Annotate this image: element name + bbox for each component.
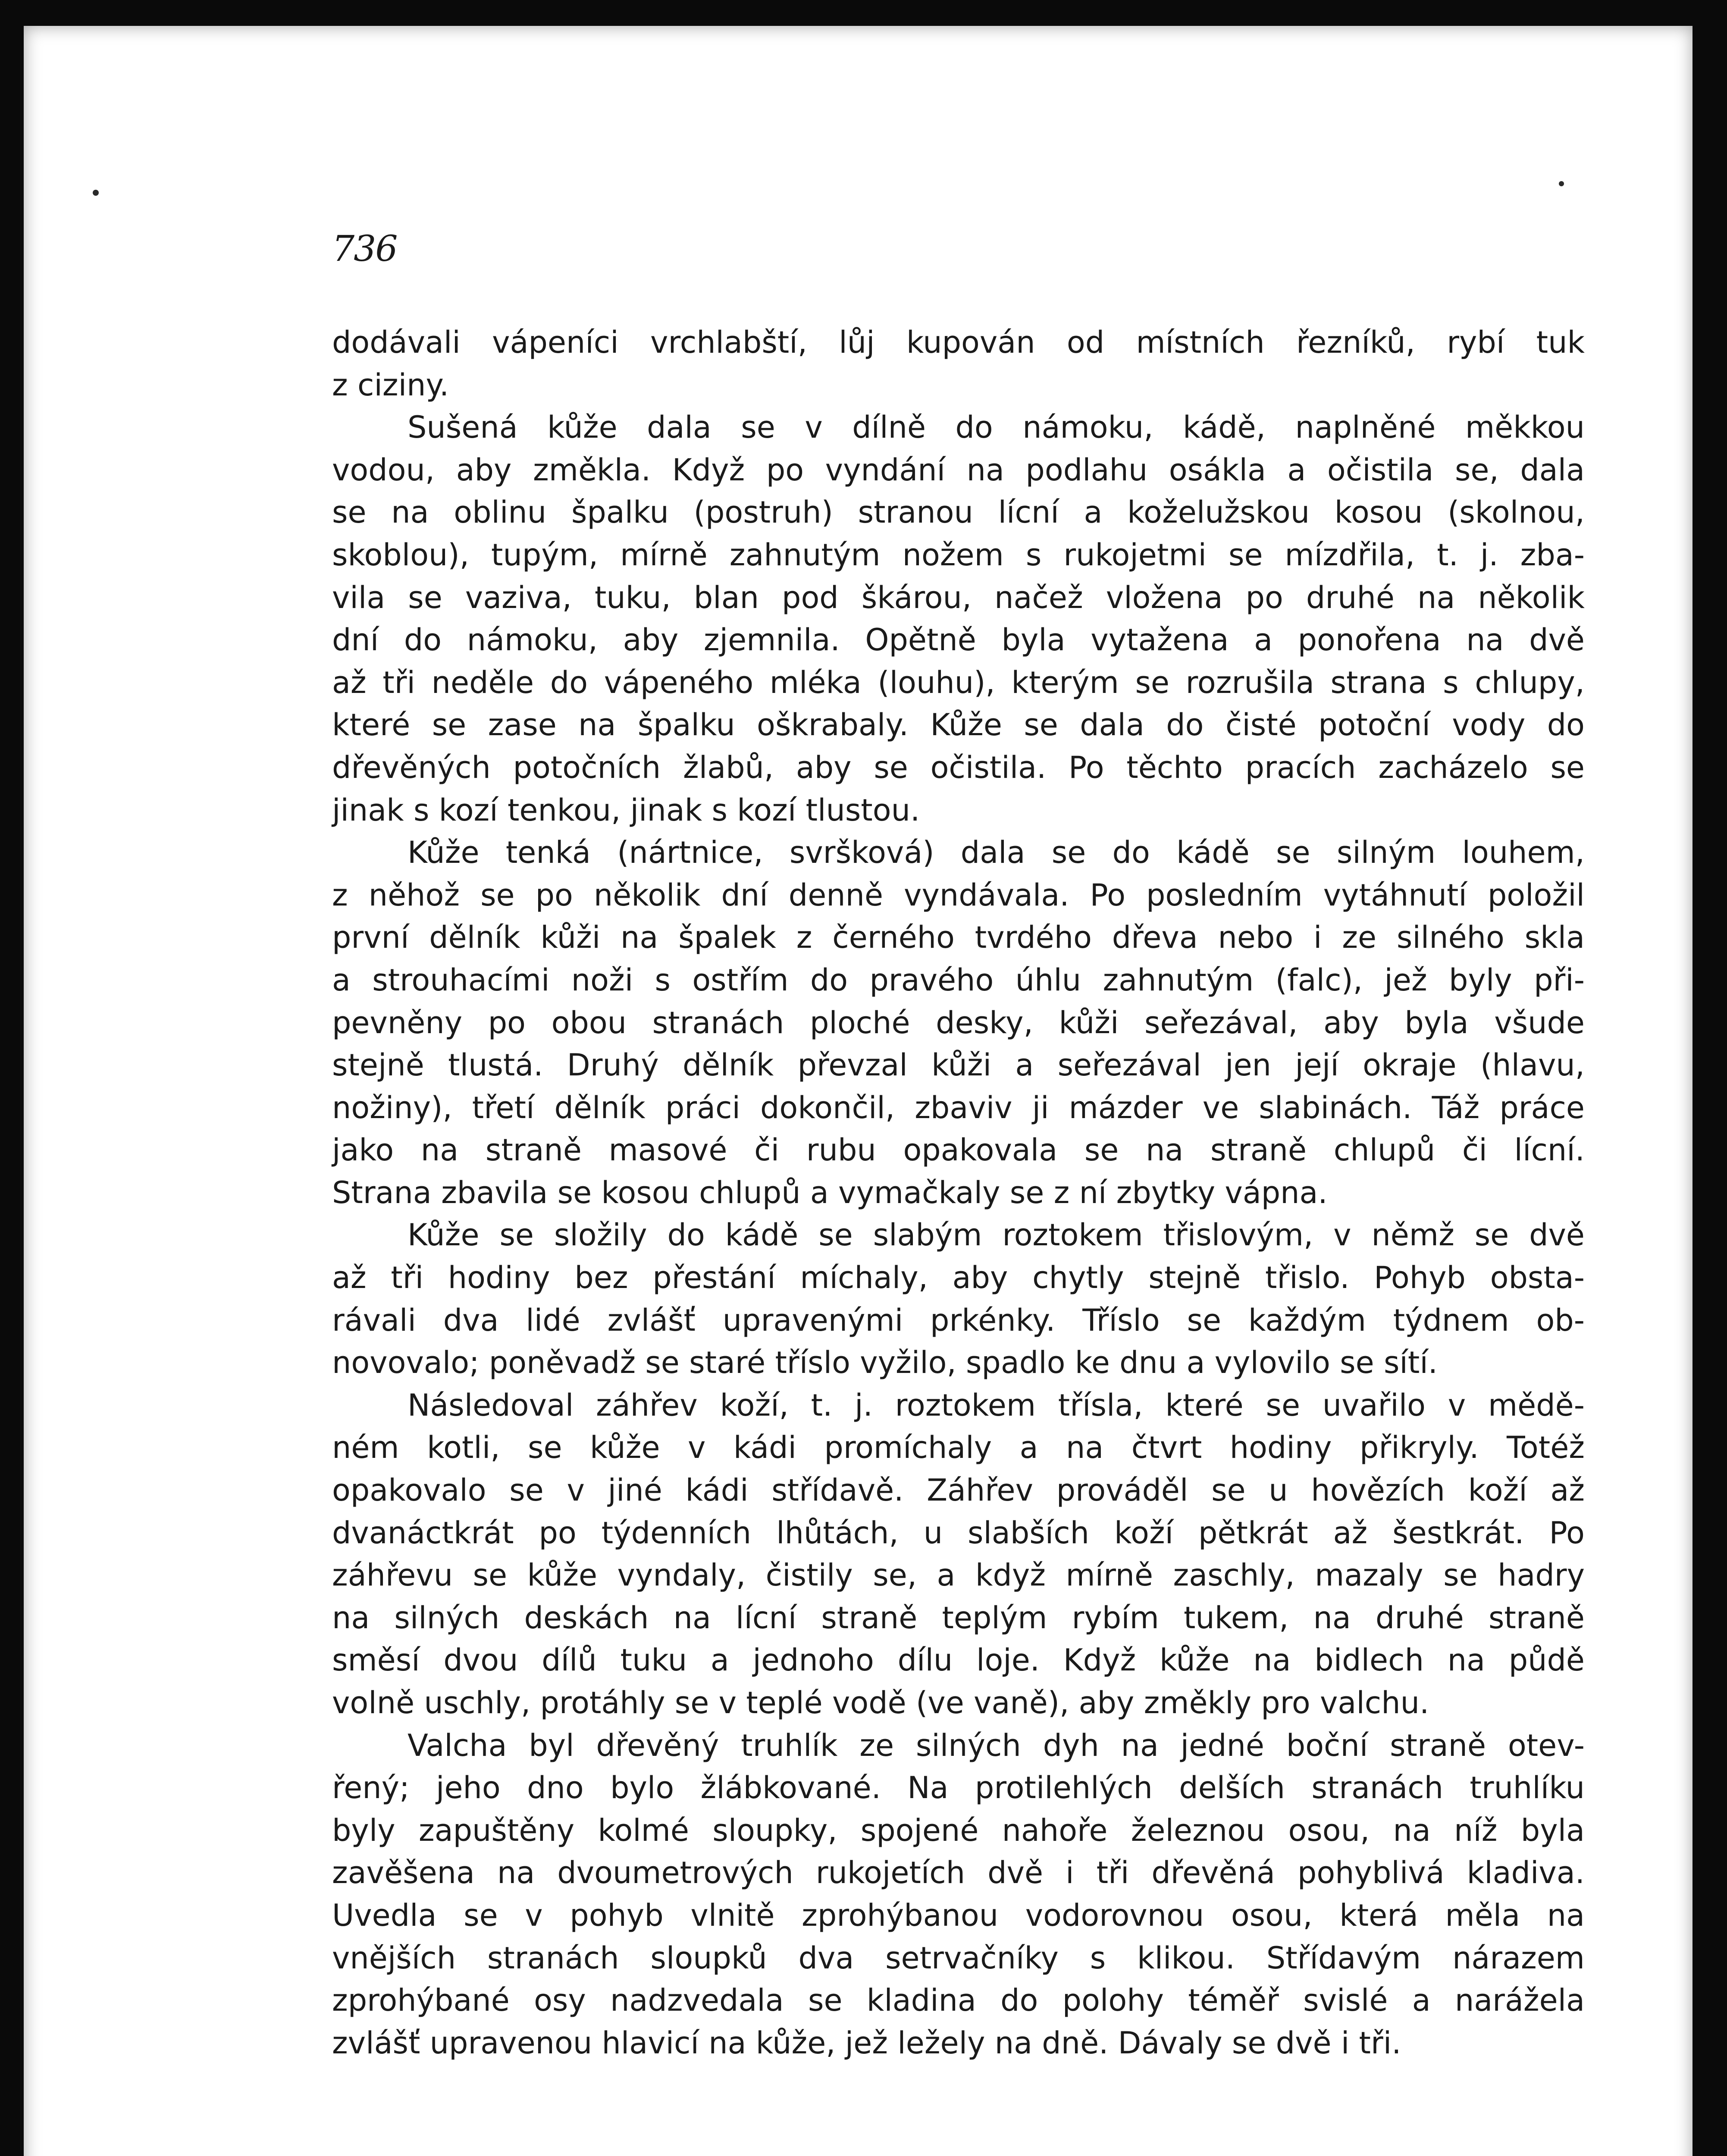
text-line: Sušená kůže dala se v dílně do námoku, kádě, naplněné měkkou — [407, 410, 1585, 445]
text-line: novovalo; poněvadž se staré tříslo vyžilo, spadlo ke dnu a vylovilo se sítí. — [332, 1345, 1438, 1381]
paragraph — [332, 831, 1585, 1214]
text-line: vila se vaziva, tuku, blan pod škárou, načež vložena po druhé na několik — [332, 580, 1585, 615]
text-line: se na oblinu špalku (postruh) stranou lícní a koželužskou kosou (skolnou, — [332, 495, 1585, 530]
text-line: až tři hodiny bez přestání míchaly, aby chytly stejně třislo. Pohyb obsta- — [332, 1260, 1585, 1296]
text-line: řený; jeho dno bylo žlábkované. Na protilehlých delších stranách truhlíku — [332, 1770, 1585, 1806]
text-body — [332, 321, 1585, 2064]
paragraph — [332, 1724, 1585, 2065]
text-line: jako na straně masové či rubu opakovala se na straně chlupů či lícní. — [332, 1132, 1585, 1168]
text-line: Uvedla se v pohyb vlnitě zprohýbanou vodorovnou osou, která měla na — [332, 1897, 1585, 1933]
text-line: z ciziny. — [332, 367, 449, 403]
text-line: první dělník kůži na špalek z černého tvrdého dřeva nebo i ze silného skla — [332, 920, 1585, 956]
text-line: rávali dva lidé zvlášť upravenými prkénky. Tříslo se každým týdnem ob- — [332, 1302, 1585, 1338]
text-line: stejně tlustá. Druhý dělník převzal kůži a seřezával jen její okraje (hlavu, — [332, 1047, 1585, 1083]
text-line: Strana zbavila se kosou chlupů a vymačkaly se z ní zbytky vápna. — [332, 1175, 1328, 1210]
text-line: Kůže se složily do kádě se slabým roztokem třislovým, v němž se dvě — [407, 1217, 1585, 1253]
text-line: a strouhacími noži s ostřím do pravého úhlu zahnutým (falc), jež byly při- — [332, 962, 1585, 998]
text-line: Valcha byl dřevěný truhlík ze silných dyh na jedné boční straně otev- — [407, 1727, 1585, 1763]
text-line: byly zapuštěny kolmé sloupky, spojené nahoře železnou osou, na níž byla — [332, 1812, 1585, 1848]
paragraph — [332, 321, 1585, 406]
text-line: jinak s kozí tenkou, jinak s kozí tlustou. — [332, 792, 920, 828]
page-number: 736 — [332, 229, 397, 270]
text-line: zprohýbané osy nadzvedala se kladina do polohy téměř svislé a narážela — [332, 1983, 1585, 2018]
text-line: dodávali vápeníci vrchlabští, lůj kupován od místních řezníků, rybí tuk — [332, 325, 1585, 360]
text-line: pevněny po obou stranách ploché desky, kůži seřezával, aby byla všude — [332, 1005, 1585, 1040]
text-line: vodou, aby změkla. Když po vyndání na podlahu osákla a očistila se, dala — [332, 452, 1585, 488]
dust-speck — [93, 190, 99, 196]
text-line: až tři neděle do vápeného mléka (louhu), kterým se rozrušila strana s chlupy, — [332, 664, 1585, 700]
text-line: vnějších stranách sloupků dva setrvačníky s klikou. Střídavým nárazem — [332, 1940, 1585, 1976]
text-line: dřevěných potočních žlabů, aby se očistila. Po těchto pracích zacházelo se — [332, 749, 1585, 785]
text-line: z něhož se po několik dní denně vyndávala. Po posledním vytáhnutí položil — [332, 877, 1585, 913]
dust-speck — [1559, 181, 1564, 186]
text-line: dvanáctkrát po týdenních lhůtách, u slabších koží pětkrát až šestkrát. Po — [332, 1515, 1585, 1551]
text-line: které se zase na špalku oškrabaly. Kůže se dala do čisté potoční vody do — [332, 707, 1585, 743]
text-line: opakovalo se v jiné kádi střídavě. Záhřev prováděl se u hovězích koží až — [332, 1473, 1585, 1508]
text-line: Kůže tenká (nártnice, svršková) dala se do kádě se silným louhem, — [407, 835, 1585, 871]
text-line: na silných deskách na lícní straně teplým rybím tukem, na druhé straně — [332, 1600, 1585, 1636]
text-line: nožiny), třetí dělník práci dokončil, zbaviv ji mázder ve slabinách. Táž práce — [332, 1090, 1585, 1125]
paragraph — [332, 1384, 1585, 1724]
text-line: Následoval záhřev koží, t. j. roztokem třísla, které se uvařilo v mědě- — [407, 1387, 1585, 1423]
text-line: ném kotli, se kůže v kádi promíchaly a na čtvrt hodiny přikryly. Totéž — [332, 1430, 1585, 1466]
text-line: zvlášť upravenou hlavicí na kůže, jež ležely na dně. Dávaly se dvě i tři. — [332, 2025, 1401, 2061]
text-line: záhřevu se kůže vyndaly, čistily se, a když mírně zaschly, mazaly se hadry — [332, 1557, 1585, 1593]
paragraph — [332, 406, 1585, 831]
text-line: dní do námoku, aby zjemnila. Opětně byla vytažena a ponořena na dvě — [332, 622, 1585, 658]
text-line: zavěšena na dvoumetrových rukojetích dvě i tři dřevěná pohyblivá kladiva. — [332, 1855, 1585, 1891]
text-line: volně uschly, protáhly se v teplé vodě (ve vaně), aby změkly pro valchu. — [332, 1685, 1429, 1720]
text-line: skoblou), tupým, mírně zahnutým nožem s rukojetmi se mízdřila, t. j. zba- — [332, 537, 1585, 573]
text-line: směsí dvou dílů tuku a jednoho dílu loje. Když kůže na bidlech na půdě — [332, 1642, 1585, 1678]
paragraph — [332, 1214, 1585, 1384]
